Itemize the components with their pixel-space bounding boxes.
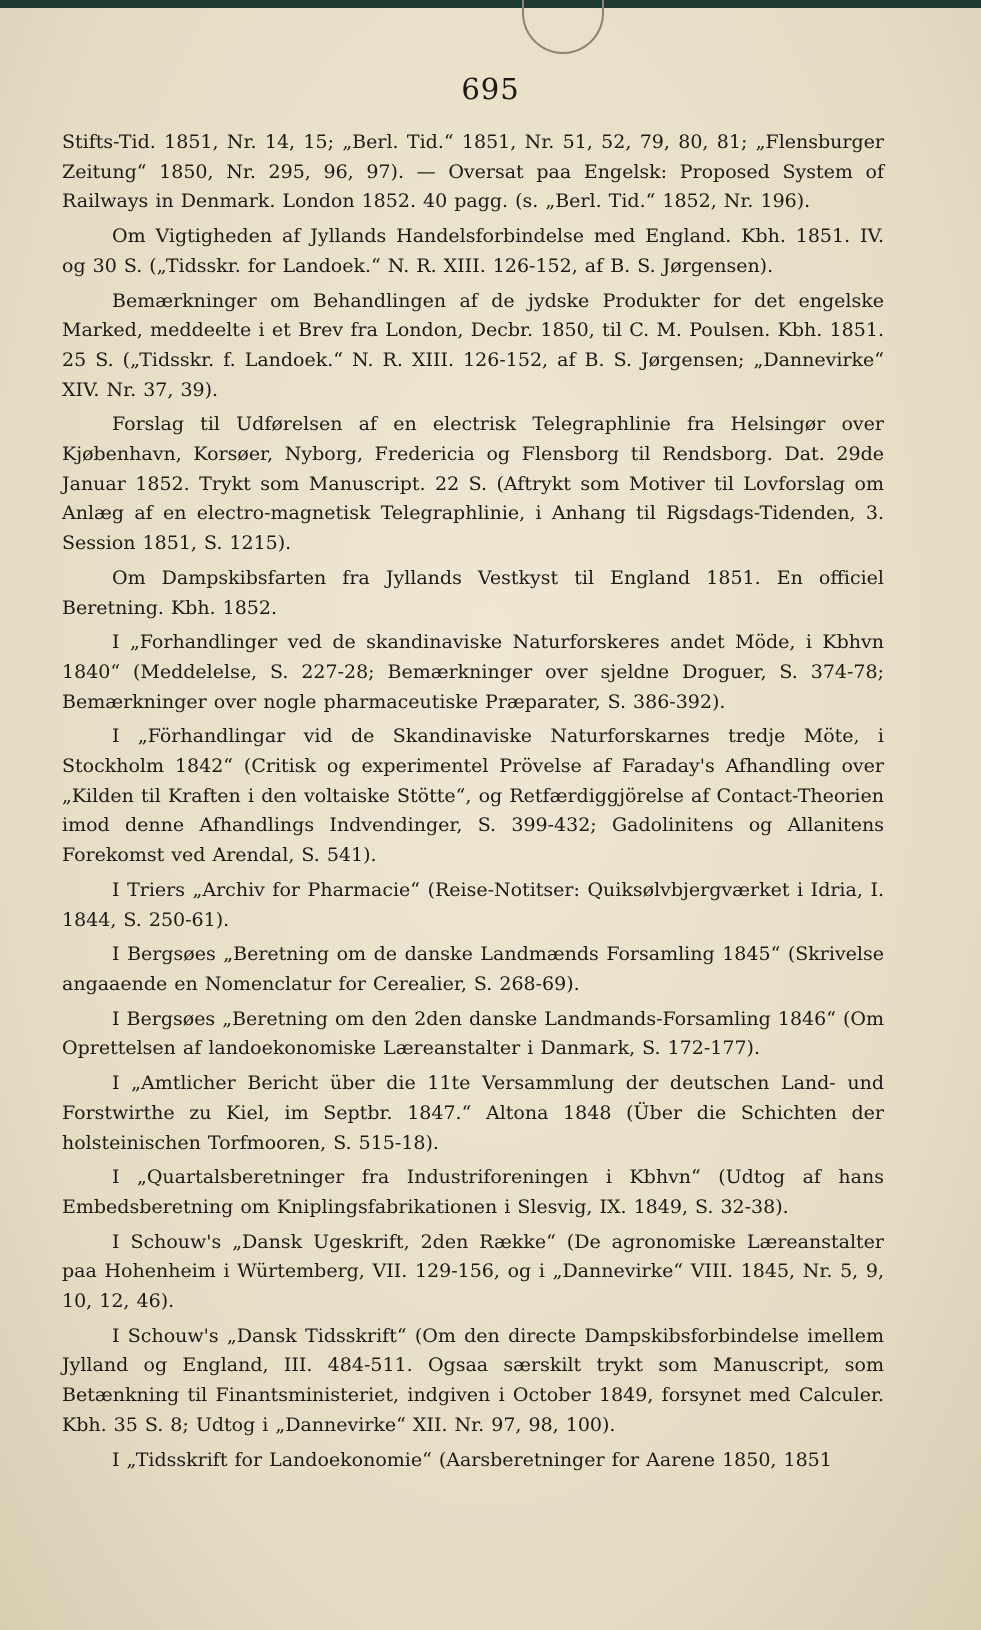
entry-10: I Bergsøes „Beretning om den 2den danske Landmands-Forsamling 1846“ (Om Oprettelsen af landoekonomiske Læreanstalter i Danmark, S. 172-177). (62, 1007, 884, 1060)
binding-strip (0, 0, 981, 8)
entry-13: I Schouw's „Dansk Ugeskrift, 2den Række“ (De agronomiske Læreanstalter paa Hohenheim i Würtemberg, VII. 129-156, og i „Dannevirke“ VIII. 1845, Nr. 5, 9, 10, 12, 46). (62, 1230, 884, 1313)
page-number: 695 (461, 72, 520, 106)
entry-2: Om Vigtigheden af Jyllands Handelsforbindelse med England. Kbh. 1851. IV. og 30 S. („Tidsskr. for Landoek.“ N. R. XIII. 126-152, af B. S. Jørgensen). (62, 225, 884, 277)
entry-4: Forslag til Udførelsen af en electrisk Telegraphlinie fra Helsingør over Kjøbenhavn, Korsøer, Nyborg, Fredericia og Flensborg til Rendsborg. Dat. 29de Januar 1852. Trykt som Manuscript. 22 S. (Aftrykt som Motiver til Lovforslag om Anlæg af en electro-magnetisk Telegraphlinie, i Anhang til Rigsdags-Tidenden, 3. Session 1851, S. 1215). (62, 413, 884, 555)
entry-1: Stifts-Tid. 1851, Nr. 14, 15; „Berl. Tid.“ 1851, Nr. 51, 52, 79, 80, 81; „Flensburger Zeitung“ 1850, Nr. 295, 96, 97). — Oversat paa Engelsk: Proposed System of Railways in Denmark. London 1852. 40 pagg. (s. „Berl. Tid.“ 1852, Nr. 196). (62, 131, 884, 213)
entry-8: I Triers „Archiv for Pharmacie“ (Reise-Notitser: Quiksølvbjergværket i Idria, I. 1844, S. 250-61). (62, 878, 884, 931)
entry-9: I Bergsøes „Beretning om de danske Landmænds Forsamling 1845“ (Skrivelse angaaende en Nomenclatur for Cerealier, S. 268-69). (62, 943, 884, 995)
entry-11: I „Amtlicher Bericht über die 11te Versammlung der deutschen Land- und Forstwirthe zu Kiel, im Septbr. 1847.“ Altona 1848 (Über die Schichten der holsteinischen Torfmooren, S. 515-18). (62, 1072, 884, 1154)
entry-12: I „Quartalsberetninger fra Industriforeningen i Kbhvn“ (Udtog af hans Embedsberetning om Kniplingsfabrikationen i Slesvig, IX. 1849, S. 32-38). (62, 1166, 884, 1218)
entry-3: Bemærkninger om Behandlingen af de jydske Produkter for det engelske Marked, meddeelte i et Brev fra London, Decbr. 1850, til C. M. Poulsen. Kbh. 1851. 25 S. („Tidsskr. f. Landoek.“ N. R. XIII. 126-152, af B. S. Jørgensen; „Dannevirke“ XIV. Nr. 37, 39). (62, 289, 884, 401)
entry-6: I „Forhandlinger ved de skandinaviske Naturforskeres andet Möde, i Kbhvn 1840“ (Meddelelse, S. 227-28; Bemærkninger over sjeldne Droguer, S. 374-78; Bemærkninger over nogle pharmaceutiske Præparater, S. 386-392). (62, 631, 884, 713)
entry-15: I „Tidsskrift for Landoekonomie“ (Aarsberetninger for Aarene 1850, 1851 (112, 1448, 832, 1471)
bibliography-text (62, 128, 884, 1480)
entry-7: I „Förhandlingar vid de Skandinaviske Naturforskarnes tredje Möte, i Stockholm 1842“ (Critisk og experimentel Prövelse af Faraday's Afhandling over „Kilden til Kraften i den voltaiske Stötte“, og Retfærdiggjörelse af Contact-Theorien imod denne Afhandlings Indvendinger, S. 399-432; Gadolinitens og Allanitens Forekomst ved Arendal, S. 541). (62, 725, 884, 867)
entry-5: Om Dampskibsfarten fra Jyllands Vestkyst til England 1851. En officiel Beretning. Kbh. 1852. (62, 566, 884, 619)
binding-mark (522, 0, 604, 54)
entry-14: I Schouw's „Dansk Tidsskrift“ (Om den directe Dampskibsforbindelse imellem Jylland og England, III. 484-511. Ogsaa særskilt trykt som Manuscript, som Betænkning til Finantsministeriet, indgiven i October 1849, forsynet med Calculer. Kbh. 35 S. 8; Udtog i „Dannevirke“ XII. Nr. 97, 98, 100). (62, 1324, 884, 1436)
